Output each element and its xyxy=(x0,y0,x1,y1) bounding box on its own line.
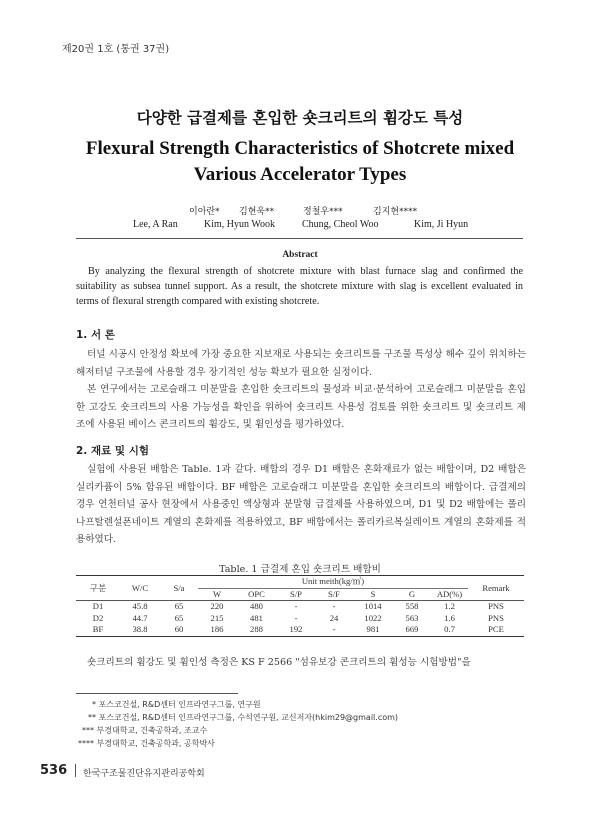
cell: 220 xyxy=(210,601,224,612)
cell: PCE xyxy=(468,624,524,636)
cell: - xyxy=(294,601,298,612)
author-4-korean: 김지현**** xyxy=(373,207,418,217)
footnote-divider xyxy=(76,693,238,694)
cell: 60 xyxy=(160,624,198,636)
abstract-heading: Abstract xyxy=(282,250,318,260)
section-2-heading: 2. 재료 및 시험 xyxy=(76,445,149,457)
cell: 44.7 xyxy=(132,612,148,623)
header-opc: OPC xyxy=(236,588,277,601)
section-1-heading: 1. 서 론 xyxy=(76,329,115,341)
cell: PNS xyxy=(488,612,504,623)
cell: 558 xyxy=(405,601,419,612)
cell: 65 xyxy=(174,612,184,623)
author-1-korean: 이아란* xyxy=(189,207,220,217)
footnote-4: **** 부경대학교, 건축공학과, 공학박사 xyxy=(78,739,215,748)
cell: 1.2 xyxy=(444,601,455,612)
header-w: W xyxy=(198,588,236,601)
cell: - xyxy=(294,612,298,623)
cell: 0.7 xyxy=(431,624,468,636)
author-4-english: Kim, Ji Hyun xyxy=(414,219,469,230)
table-caption: Table. 1 급결제 혼입 숏크리트 배합비 xyxy=(219,564,381,575)
table-header-row-1 xyxy=(76,576,524,589)
author-3-english: Chung, Cheol Woo xyxy=(302,219,379,230)
cell: 480 xyxy=(250,601,263,612)
footnote-2: ** 포스코건설, R&D센터 인프라연구그룹, 수석연구원, 교신저자(hkim29@gmail.com) xyxy=(88,713,399,722)
cell: 481 xyxy=(250,612,263,623)
cell: 1.6 xyxy=(444,612,455,623)
table-row xyxy=(76,624,524,636)
header-category: 구분 xyxy=(76,576,120,601)
cell: 65 xyxy=(174,601,184,612)
cell: 186 xyxy=(198,624,236,636)
section-1-paragraph-2: 본 연구에서는 고로슬래그 미분말을 혼입한 숏크리트의 물성과 비교·분석하여 고로슬래그 미분말을 혼입한 고강도 숏크리트의 사용 가능성을 확인을 위하여 숏크리트 사용성 검토를 위한 숏크리트 및 숏크리트 제조에 사용된 베이스 콘크리트의 휨강도, 및 휨인성을 평가하였다. xyxy=(76,384,526,430)
footer-separator xyxy=(75,764,76,777)
header-g: G xyxy=(393,588,431,601)
footnote-3: *** 부경대학교, 건축공학과, 조교수 xyxy=(82,726,208,735)
header-sa: S/a xyxy=(160,576,198,601)
author-1-english: Lee, A Ran xyxy=(133,219,178,230)
title-english: Flexural Strength Characteristics of Shotcrete mixed Various Accelerator Types xyxy=(85,138,515,185)
author-2-english: Kim, Hyun Wook xyxy=(204,219,275,230)
cell: D1 xyxy=(92,601,104,612)
header-remark: Remark xyxy=(468,576,524,601)
mix-proportion-table xyxy=(76,575,524,637)
cell: - xyxy=(315,624,353,636)
section-2-paragraph-1: 실험에 사용된 배합은 Table. 1과 같다. 배합의 경우 D1 배합은 혼화재료가 없는 배합이며, D2 배합은 실리카퓸이 5% 함유된 배합이다. BF 배합은 고로슬래그 미분말을 혼입한 숏크리트의 배합이다. 급결제의 경우 연천터널 공사 현장에서 사용중인 액상형과 분말형 급결제를 사용하였으며, D1 및 D2 배합에는 폴리나프탈렌설폰네이트 계열의 혼화제를 적용하였고, BF 배합에서는 폴리카르복실레이트 계열의 혼화제를 적용하였다. xyxy=(76,464,526,545)
abstract-divider xyxy=(76,238,523,239)
abstract-text: By analyzing the flexural strength of shotcrete mixture with blast furnace slag and confirmed the suitability as subsea tunnel support. As a result, the shotcrete mixture with slag is excellent evaluated in terms of flexural strength compared with existing shotcrete. xyxy=(76,266,523,307)
cell: D2 xyxy=(92,612,104,623)
cell: BF xyxy=(76,624,120,636)
cell: 563 xyxy=(405,612,419,623)
table-row xyxy=(76,613,524,625)
after-table-text: 숏크리트의 휨강도 및 휨인성 측정은 KS F 2566 "섬유보강 콘크리트의 휨성능 시험방법"을 xyxy=(87,657,471,668)
author-3-korean: 정철우*** xyxy=(303,207,343,217)
cell: 38.8 xyxy=(120,624,160,636)
header-wc: W/C xyxy=(120,576,160,601)
cell: 1014 xyxy=(364,601,382,612)
footnote-1: * 포스코건설, R&D센터 인프라연구그룹, 연구원 xyxy=(92,700,261,709)
cell: 981 xyxy=(353,624,393,636)
cell: - xyxy=(332,601,336,612)
page-number: 536 xyxy=(40,763,68,778)
header-unit: Unit meith(kg/㎥) xyxy=(198,576,468,589)
cell: 24 xyxy=(329,612,339,623)
header-ad: AD(%) xyxy=(431,588,468,601)
cell: 288 xyxy=(236,624,277,636)
cell: 192 xyxy=(277,624,315,636)
header-sf: S/F xyxy=(315,588,353,601)
author-2-korean: 김현욱** xyxy=(239,207,275,217)
cell: 1022 xyxy=(364,612,382,623)
header-sp: S/P xyxy=(277,588,315,601)
cell: 215 xyxy=(210,612,224,623)
section-1-paragraph-1: 터널 시공시 안정성 확보에 가장 중요한 지보재로 사용되는 숏크리트를 구조물 특성상 해수 깊이 위치하는 해저터널 구조물에 사용할 경우 장기적인 성능 확보가 필요한 실정이다. xyxy=(76,349,526,378)
table-row xyxy=(76,601,524,613)
cell: 669 xyxy=(393,624,431,636)
title-korean: 다양한 급결제를 혼입한 숏크리트의 휨강도 특성 xyxy=(136,109,464,127)
cell: 45.8 xyxy=(132,601,148,612)
header-s: S xyxy=(353,588,393,601)
cell: PNS xyxy=(488,601,504,612)
society-name: 한국구조물진단유지관리공학회 xyxy=(83,769,205,779)
journal-volume: 제20권 1호 (통권 37권) xyxy=(62,44,170,55)
